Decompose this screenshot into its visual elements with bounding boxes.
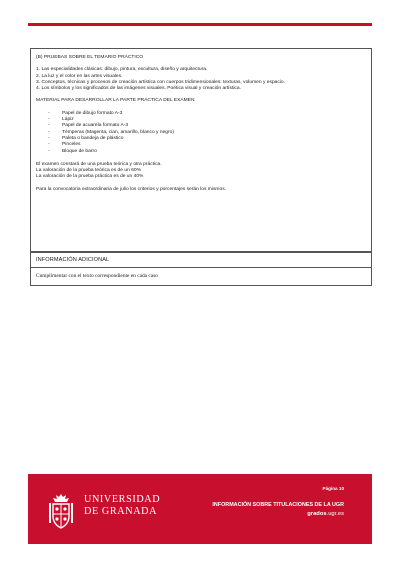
list-item: - Lápiz bbox=[48, 117, 74, 123]
exam-structure-line: El examen constará de una prueba teórica y otra práctica. bbox=[36, 161, 162, 167]
practical-exam-section bbox=[30, 48, 372, 252]
exam-practice-weight: La valoración de la prueba práctica es de un 40% bbox=[36, 174, 144, 180]
section-title: (B) PRUEBAS SOBRE EL TEMARIO PRÁCTICO bbox=[36, 55, 144, 60]
footer-title: INFORMACIÓN SOBRE TITULACIONES DE LA UGR bbox=[212, 502, 344, 508]
list-item: - Bloque de barro bbox=[48, 148, 97, 154]
list-item: - Témperas (Magenta, cian, amarillo, blanco y negro) bbox=[48, 129, 174, 135]
ugr-crest-icon bbox=[46, 490, 76, 530]
university-name: UNIVERSIDAD DE GRANADA bbox=[84, 494, 161, 517]
top-accent-bar bbox=[28, 23, 372, 26]
extraordinary-note: Para la convocatoria extraordinaria de julio los criterios y porcentajes serán los mismos. bbox=[36, 186, 227, 192]
list-item: - Papel de acuarela formato A-3 bbox=[48, 123, 129, 129]
list-item: 4. Los símbolos y los significados de las imágenes visuales. Poética visual y creación artística. bbox=[36, 86, 241, 92]
list-item: - Papel de dibujo formato A-3 bbox=[48, 110, 123, 116]
page-number: Página 10 bbox=[322, 486, 344, 491]
exam-theory-weight: La valoración de la prueba teórica es de un 60% bbox=[36, 168, 141, 174]
material-title: MATERIAL PARA DESARROLLAR LA PARTE PRÁCTICA DEL EXAMEN bbox=[36, 98, 195, 104]
list-item: 1. Las especialidades clásicas: dibujo, pintura, escultura, diseño y arquitectura. bbox=[36, 67, 208, 73]
list-item: - Pinceles bbox=[48, 142, 81, 148]
additional-info-section bbox=[30, 252, 372, 286]
page-footer bbox=[28, 474, 372, 544]
materials-list bbox=[36, 111, 366, 155]
list-item: 3. Conceptos, técnicas y procesos de creación artística con cuerpos tridimensionales: texturas, volumen y espacio. bbox=[36, 79, 286, 85]
footer-website: grados.ugr.es bbox=[307, 511, 344, 517]
additional-info-text: Cumplimentar con el texto correspondiente en cada caso bbox=[36, 273, 158, 279]
list-item: 2. La luz y el color en las artes visuales. bbox=[36, 73, 123, 79]
additional-info-heading: INFORMACIÓN ADICIONAL bbox=[31, 253, 371, 268]
list-item: - Paleta o bandeja de plástico bbox=[48, 135, 124, 141]
